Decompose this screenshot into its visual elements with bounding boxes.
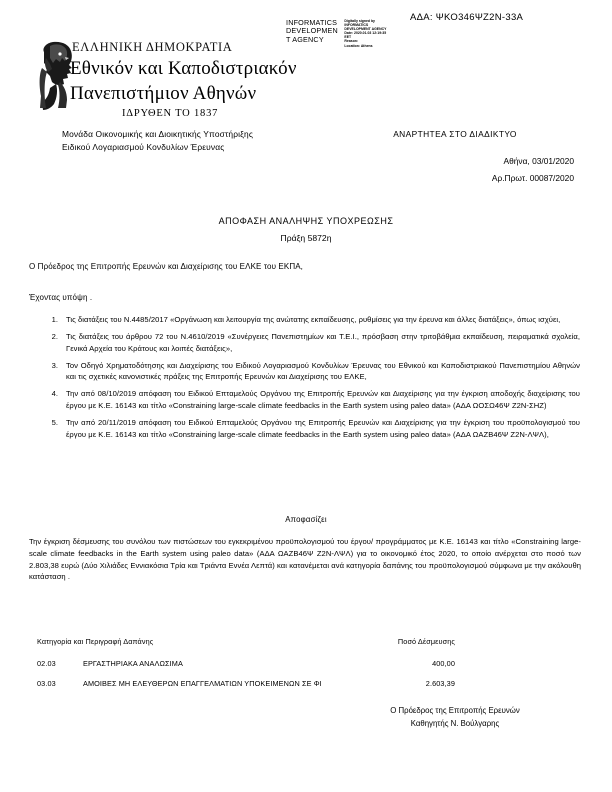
page-title: ΑΠΟΦΑΣΗ ΑΝΑΛΗΨΗΣ ΥΠΟΧΡΕΩΣΗΣ — [218, 216, 394, 226]
having-regard-line: Έχοντας υπόψη . — [29, 293, 93, 302]
signatory-name: Καθηγητής Ν. Βούλγαρης — [410, 719, 500, 728]
university-name-line2: Πανεπιστήμιον Αθηνών — [70, 83, 257, 104]
unit-line-1: Μονάδα Οικονομικής και Διοικητικής Υποστήριξης — [62, 129, 254, 139]
decision-body: Την έγκριση δέσμευσης του συνόλου των πιστώσεων του εγκεκριμένου προϋπολογισμού του έργου/ προγράμματος με Κ.Ε. 16143 και τίτλο «Constraining large-scale climate feedbacks in the Earth system using paleo data» (ΑΔΑ ΩΑΖΒ46Ψ Ζ2Ν-ΛΨΛ) για το οικονομικό έτος 2020, το οποίο ανέρχεται στο ποσό των 2.803,38 ευρώ (Δύο Χιλιάδες Εννιακόσια Τρία και Τριάντα Εννέα Λεπτά) και κατανέμεται ανά κατηγορία δαπάνης του προϋπολογισμού σύμφωνα με την ακόλουθη κατάσταση . — [29, 537, 581, 582]
legal-basis-list — [40, 314, 580, 446]
signatory-role: Ο Πρόεδρος της Επιτροπής Ερευνών — [390, 706, 520, 715]
signature-detail-line: Reason: — [344, 39, 359, 44]
signature-detail-line: INFORMATICS — [344, 23, 369, 28]
signature-detail-line: EET — [344, 35, 352, 40]
signature-block — [330, 704, 580, 730]
list-item — [40, 388, 580, 411]
document-meta — [330, 128, 580, 185]
expense-code: 03.03 — [37, 679, 56, 688]
signature-agency-name: INFORMATICS DEVELOPMEN T AGENCY — [286, 18, 338, 44]
expense-description: ΑΜΟΙΒΕΣ ΜΗ ΕΛΕΥΘΕΡΩΝ ΕΠΑΓΓΕΛΜΑΤΙΩΝ ΥΠΟΚΕΙΜΕΝΩΝ ΣΕ ΦΙ — [83, 679, 322, 688]
publication-notice: ΑΝΑΡΤΗΤΕΑ ΣΤΟ ΔΙΑΔΙΚΤΥΟ — [393, 129, 517, 139]
issuing-unit — [62, 128, 253, 153]
clause-text: Την από 20/11/2019 απόφαση του Ειδικού Επταμελούς Οργάνου της Επιτροπής Ερευνών και Διαχείρισης για την έγκριση του προϋπολογισμού του έργου με Κ.Ε. 16143 και τίτλο «Constraining large-scale climate feedbacks in the Earth system using paleo data» (ΑΔΑ ΩΑΖΒ46Ψ Ζ2Ν-ΛΨΛ), — [66, 418, 580, 439]
clause-number: 1. — [51, 315, 58, 324]
clause-text: Τον Οδηγό Χρηματοδότησης και Διαχείρισης του Ειδικού Λογαριασμού Κονδυλίων Έρευνας του Εθνικού και Καποδιστριακού Πανεπιστημίου Αθηνών και τις σχετικές κανονιστικές πράξεις της Επιτροπής Ερευνών και Διαχείρισης του ΕΛΚΕ, — [66, 360, 580, 382]
city-date: Αθήνα, 03/01/2020 — [503, 155, 574, 166]
list-item — [40, 314, 580, 326]
clause-text: Τις διατάξεις του άρθρου 72 του Ν.4610/2019 «Συνέργειες Πανεπιστημίων και Τ.Ε.Ι., πρόσβαση στην τριτοβάθμια εκπαίδευση, πειραματικά σχολεία, Γενικά Αρχεία του Κράτους και λοιπές διατάξεις», — [66, 332, 580, 353]
clause-number: 5. — [51, 418, 58, 428]
university-name-line1: Εθνικόν και Καποδιστριακόν — [70, 58, 297, 79]
table-row — [36, 658, 456, 678]
clause-number: 4. — [51, 389, 58, 399]
column-header-amount: Ποσό Δέσμευσης — [397, 637, 455, 646]
unit-line-2: Ειδικού Λογαριασμού Κονδυλίων Έρευνας — [62, 141, 225, 152]
clause-number: 3. — [51, 360, 58, 370]
expense-code: 02.03 — [37, 659, 56, 668]
clause-number: 2. — [51, 332, 58, 342]
list-item — [40, 360, 580, 383]
budget-table — [36, 636, 456, 698]
clause-text: Την από 08/10/2019 απόφαση του Ειδικού Επταμελούς Οργάνου της Επιτροπής Ερευνών και Διαχείρισης για την έγκριση αποδοχής διαχείρισης του έργου με Κ.Ε. 16143 και τίτλο «Constraining large-scale climate feedbacks in the Earth system using paleo data» (ΑΔΑ ΩΟΣΩ46Ψ Ζ2Ν-ΣΗΖ) — [66, 389, 580, 411]
signature-detail-line: Date: 2020.01.03 12:19:35 — [344, 31, 387, 36]
letterhead — [36, 36, 366, 122]
expense-description: ΕΡΓΑΣΤΗΡΙΑΚΑ ΑΝΑΛΩΣΙΜΑ — [83, 659, 183, 668]
decision-heading: Αποφασίζει — [285, 515, 327, 524]
ada-code: ΑΔΑ: ΨΚΟ346ΨΖ2Ν-33Α — [410, 12, 524, 23]
expense-amount: 2.603,39 — [425, 679, 455, 688]
list-item — [40, 417, 580, 440]
column-header-category: Κατηγορία και Περιγραφή Δαπάνης — [37, 637, 154, 646]
clause-text: Τις διατάξεις του Ν.4485/2017 «Οργάνωση και λειτουργία της ανώτατης εκπαίδευσης, ρυθμίσεις για την έρευνα και άλλες διατάξεις», όπως ισχύει, — [66, 315, 561, 324]
signature-detail-line: Digitally signed by — [344, 19, 375, 23]
table-row — [36, 678, 456, 698]
issuer-line: Ο Πρόεδρος της Επιτροπής Ερευνών και Διαχείρισης του ΕΛΚΕ του ΕΚΠΑ, — [29, 262, 304, 271]
signature-detail-line: Location: Athens — [344, 43, 373, 48]
table-header-row — [36, 636, 456, 658]
expense-amount: 400,00 — [432, 659, 455, 668]
signature-detail-line: DEVELOPMENT AGENCY — [344, 27, 387, 32]
republic-title: ΕΛΛΗΝΙΚΗ ΔΗΜΟΚΡΑΤΙΑ — [72, 40, 233, 54]
protocol-number: Αρ.Πρωτ. 00087/2020 — [491, 173, 574, 183]
founded-year: ΙΔΡΥΘΕΝ ΤΟ 1837 — [122, 108, 219, 119]
act-number: Πράξη 5872η — [280, 233, 332, 243]
list-item — [40, 331, 580, 354]
